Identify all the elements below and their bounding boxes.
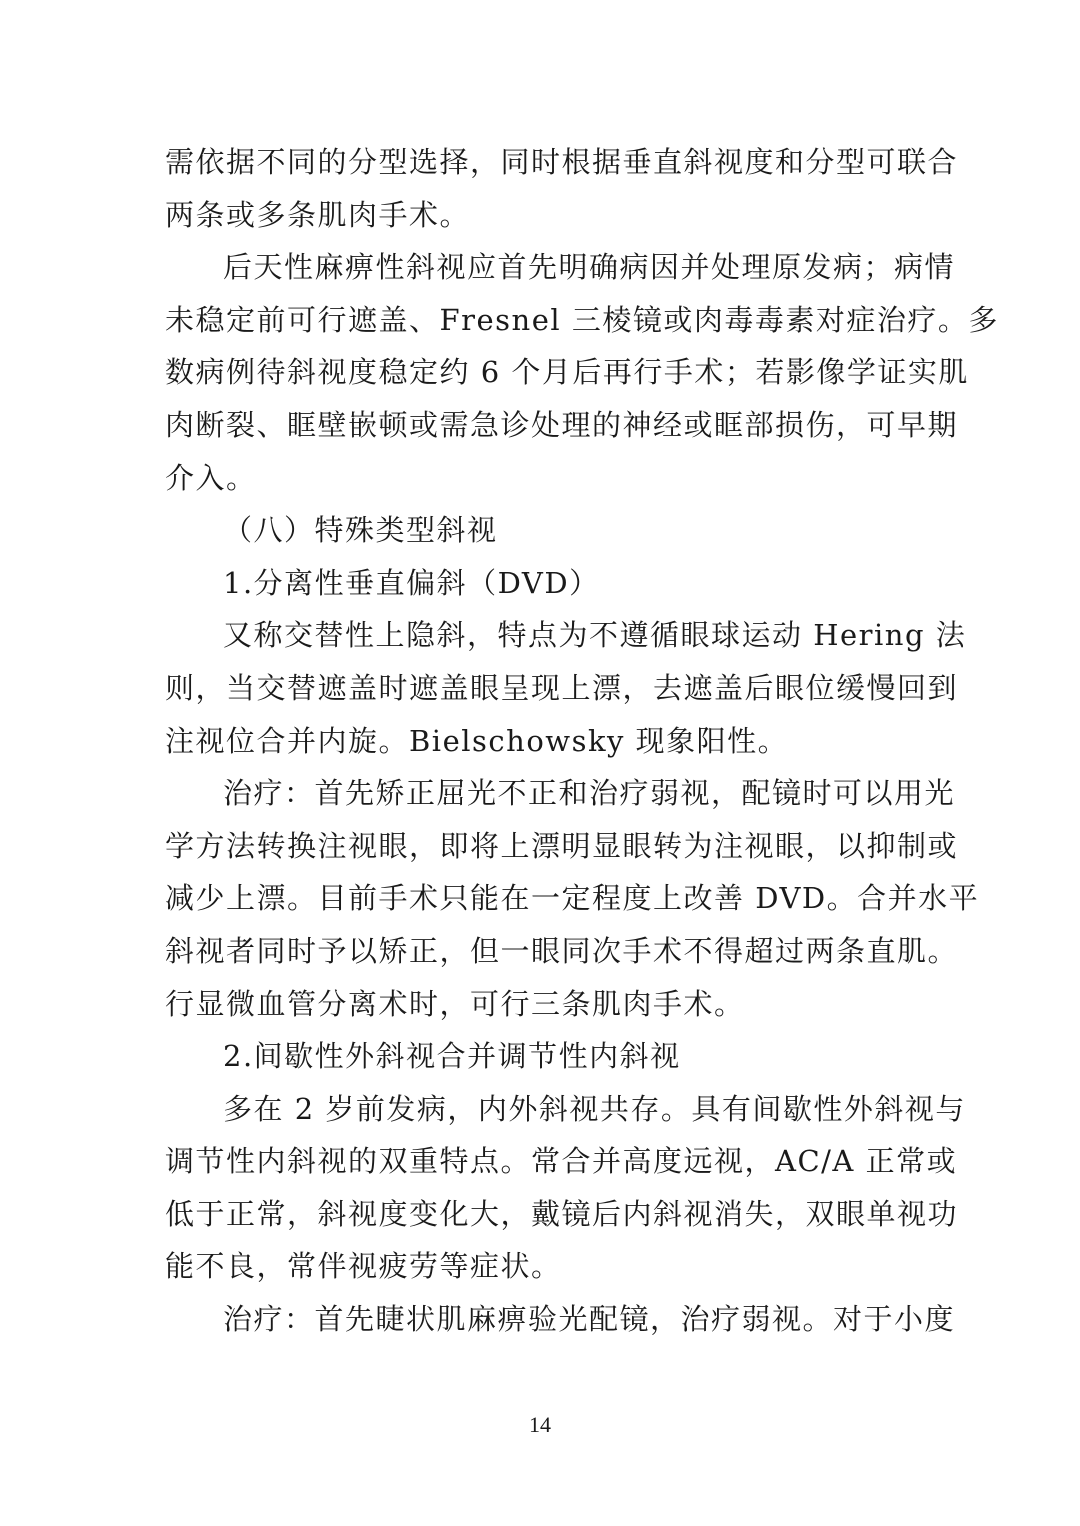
text-line: 能不良，常伴视疲劳等症状。 xyxy=(165,1249,562,1284)
text-line: 减少上漂。目前手术只能在一定程度上改善 DVD。合并水平 xyxy=(165,881,980,916)
text-line: 多在 2 岁前发病，内外斜视共存。具有间歇性外斜视与 xyxy=(223,1091,966,1126)
text-line: 则，当交替遮盖时遮盖眼呈现上漂，去遮盖后眼位缓慢回到 xyxy=(165,670,959,705)
subsection-heading: 2.间歇性外斜视合并调节性内斜视 xyxy=(223,1039,681,1074)
text-line: 低于正常，斜视度变化大，戴镜后内斜视消失，双眼单视功 xyxy=(165,1196,959,1231)
text-line: 注视位合并内旋。Bielschowsky 现象阳性。 xyxy=(165,723,789,758)
text-line: 调节性内斜视的双重特点。常合并高度远视，AC/A 正常或 xyxy=(165,1144,958,1179)
text-line: 介入。 xyxy=(165,460,257,495)
text-line: 未稳定前可行遮盖、Fresnel 三棱镜或肉毒毒素对症治疗。多 xyxy=(165,302,999,337)
text-line: 需依据不同的分型选择，同时根据垂直斜视度和分型可联合 xyxy=(165,145,959,179)
text-line: 肉断裂、眶壁嵌顿或需急诊处理的神经或眶部损伤，可早期 xyxy=(165,407,959,442)
section-heading: （八）特殊类型斜视 xyxy=(223,513,498,548)
page-number: 14 xyxy=(529,1412,551,1437)
text-line: 行显微血管分离术时，可行三条肌肉手术。 xyxy=(165,986,745,1021)
document-body xyxy=(165,136,999,1346)
subsection-heading: 1.分离性垂直偏斜（DVD） xyxy=(223,565,600,600)
text-line: 学方法转换注视眼，即将上漂明显眼转为注视眼，以抑制或 xyxy=(165,828,959,863)
text-line: 治疗：首先矫正屈光不正和治疗弱视，配镜时可以用光 xyxy=(223,776,956,811)
text-line: 又称交替性上隐斜，特点为不遵循眼球运动 Hering 法 xyxy=(223,618,967,653)
text-line: 数病例待斜视度稳定约 6 个月后再行手术；若影像学证实肌 xyxy=(165,355,969,390)
text-line: 后天性麻痹性斜视应首先明确病因并处理原发病；病情 xyxy=(223,250,956,285)
text-line: 斜视者同时予以矫正，但一眼同次手术不得超过两条直肌。 xyxy=(165,933,959,968)
text-line: 两条或多条肌肉手术。 xyxy=(165,197,471,232)
text-line: 治疗：首先睫状肌麻痹验光配镜，治疗弱视。对于小度 xyxy=(223,1302,956,1337)
